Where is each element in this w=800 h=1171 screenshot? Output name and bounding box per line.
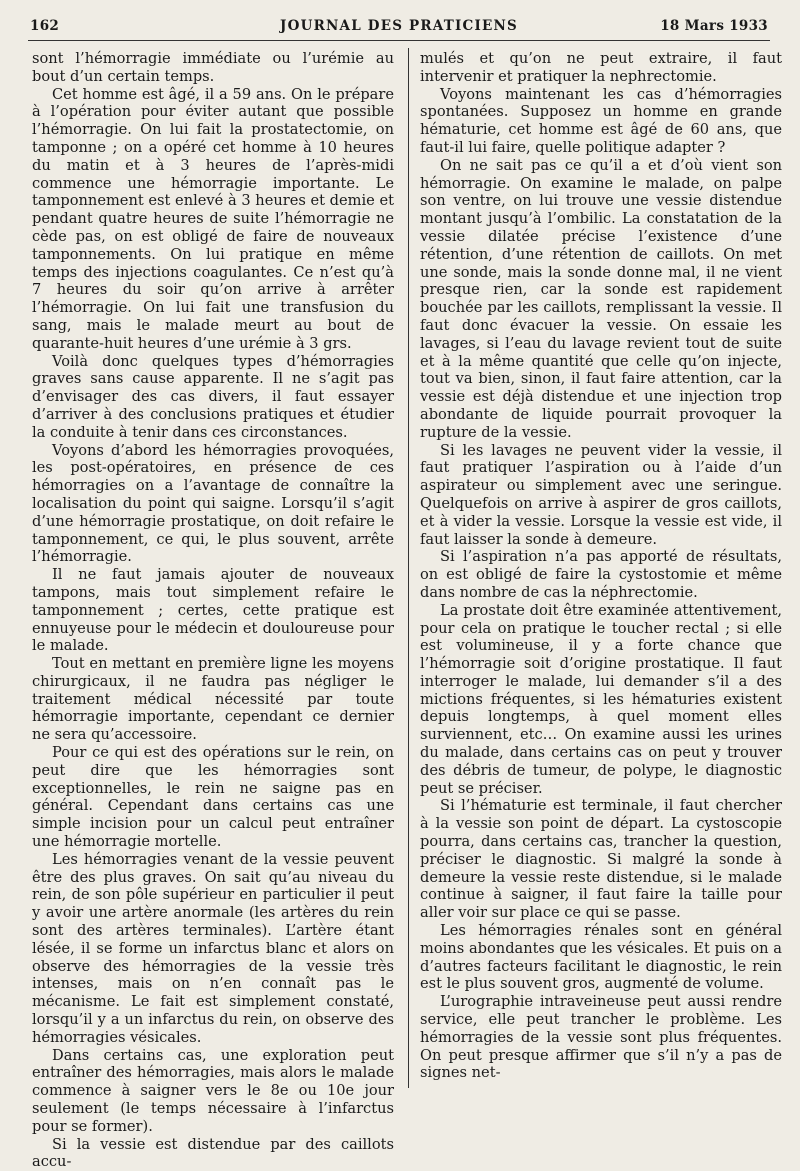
paragraph: Tout en mettant en première ligne les moyens chirurgicaux, il ne faudra pas négliger le traitement médical nécessité par toute hémorragie importante, cependant ce dernier ne sera qu’accessoire.: [32, 655, 394, 744]
page-header: [30, 14, 768, 40]
paragraph: La prostate doit être examinée attentivement, pour cela on pratique le toucher rectal ; si elle est volumineuse, il y a forte chance que l’hémorragie soit d’origine prostatique. Il faut interroger le malade, lui demander s’il a des mictions fréquentes, si les hématuries existent depuis longtemps, à quel moment elles surviennent, etc… On examine aussi les urines du malade, dans certains cas on peut y trouver des débris de tumeur, de polype, le diagnostic peut se préciser.: [420, 601, 782, 797]
header-rule: [28, 40, 770, 41]
paragraph: Voyons d’abord les hémorragies provoquées, les post-opératoires, en présence de ces hémorragies on a l’avantage de connaître la localisation du point qui saigne. Lorsqu’il s’agit d’une hémorragie prostatique, on doit refaire le tamponnement, ce qui, le plus souvent, arrête l’hémorragie.: [32, 441, 394, 566]
issue-date: 18 Mars 1933: [660, 18, 768, 34]
right-column: [420, 50, 782, 1082]
paragraph: Si la vessie est distendue par des caillots accu-: [32, 1135, 394, 1171]
column-divider: [408, 48, 409, 1088]
page-number: 162: [30, 18, 60, 34]
paragraph: Les hémorragies rénales sont en général moins abondantes que les vésicales. Et puis on a d’autres facteurs facilitant le diagnostic, le rein est le plus souvent gros, augmenté de volume.: [420, 922, 782, 993]
paragraph: Dans certains cas, une exploration peut entraîner des hémorragies, mais alors le malade commence à saigner vers le 8e ou 10e jour seulement (le temps nécessaire à l’infarctus pour se former).: [32, 1046, 394, 1135]
paragraph: L’urographie intraveineuse peut aussi rendre service, elle peut trancher le problème. Les hémorragies de la vessie sont plus fréquentes. On peut presque affirmer que s’il n’y a pas de signes net-: [420, 993, 782, 1082]
paragraph: mulés et qu’on ne peut extraire, il faut intervenir et pratiquer la nephrectomie.: [420, 50, 782, 85]
paragraph: Les hémorragies venant de la vessie peuvent être des plus graves. On sait qu’au niveau du rein, de son pôle supérieur en particulier il peut y avoir une artère anormale (les artères du rein sont des artères terminales). L’artère étant lésée, il se forme un infarctus blanc et alors on observe des hémorragies de la vessie très intenses, mais on n’en connaît pas le mécanisme. Le fait est simplement constaté, lorsqu’il y a un infarctus du rein, on observe des hémorragies vésicales.: [32, 850, 394, 1046]
paragraph: Pour ce qui est des opérations sur le rein, on peut dire que les hémorragies sont exceptionnelles, le rein ne saigne pas en général. Cependant dans certains cas une simple incision pour un calcul peut entraîner une hémorragie mortelle.: [32, 744, 394, 851]
paragraph: Cet homme est âgé, il a 59 ans. On le prépare à l’opération pour éviter autant que possible l’hémorragie. On lui fait la prostatectomie, on tamponne ; on a opéré cet homme à 10 heures du matin et à 3 heures de l’après-midi commence une hémorragie importante. Le tamponnement est enlevé à 3 heures et demie et pendant quatre heures de suite l’hémorragie ne cède pas, on est obligé de faire de nouveaux tamponnements. On lui pratique en même temps des injections coagulantes. Ce n’est qu’à 7 heures du soir qu’on arrive à arrêter l’hémorragie. On lui fait une transfusion du sang, mais le malade meurt au bout de quarante-huit heures d’une urémie à 3 grs.: [32, 85, 394, 352]
paragraph: Si les lavages ne peuvent vider la vessie, il faut pratiquer l’aspiration ou à l’aide d’un aspirateur ou simplement avec une seringue. Quelquefois on arrive à aspirer de gros caillots, et à vider la vessie. Lorsque la vessie est vide, il faut laisser la sonde à demeure.: [420, 441, 782, 548]
paragraph: Voyons maintenant les cas d’hémorragies spontanées. Supposez un homme en grande hématurie, cet homme est âgé de 60 ans, que faut-il lui faire, quelle politique adapter ?: [420, 85, 782, 156]
journal-title: JOURNAL DES PRATICIENS: [280, 18, 518, 34]
paragraph: Si l’hématurie est terminale, il faut chercher à la vessie son point de départ. La cystoscopie pourra, dans certains cas, trancher la question, préciser le diagnostic. Si malgré la sonde à demeure la vessie reste distendue, si le malade continue à saigner, il faut faire la taille pour aller voir sur place ce qui se passe.: [420, 797, 782, 922]
paragraph: On ne sait pas ce qu’il a et d’où vient son hémorragie. On examine le malade, on palpe son ventre, on lui trouve une vessie distendue montant jusqu’à l’ombilic. La constatation de la vessie dilatée précise l’existence d’une rétention, d’une rétention de caillots. On met une sonde, mais la sonde donne mal, il ne vient presque rien, car la sonde est rapidement bouchée par les caillots, remplissant la vessie. Il faut donc évacuer la vessie. On essaie les lavages, si l’eau du lavage revient tout de suite et à la même quantité que celle qu’on injecte, tout va bien, sinon, il faut faire attention, car la vessie est déjà distendue et une injection trop abondante de liquide pourrait provoquer la rupture de la vessie.: [420, 156, 782, 441]
paragraph: Il ne faut jamais ajouter de nouveaux tampons, mais tout simplement refaire le tamponnement ; certes, cette pratique est ennuyeuse pour le médecin et douloureuse pour le malade.: [32, 566, 394, 655]
paragraph: Voilà donc quelques types d’hémorragies graves sans cause apparente. Il ne s’agit pas d’envisager des cas divers, il faut essayer d’arriver à des conclusions pratiques et étudier la conduite à tenir dans ces circonstances.: [32, 352, 394, 441]
paragraph: Si l’aspiration n’a pas apporté de résultats, on est obligé de faire la cystostomie et même dans nombre de cas la néphrectomie.: [420, 548, 782, 601]
left-column: [32, 50, 394, 1171]
paragraph: sont l’hémorragie immédiate ou l’urémie au bout d’un certain temps.: [32, 50, 394, 85]
